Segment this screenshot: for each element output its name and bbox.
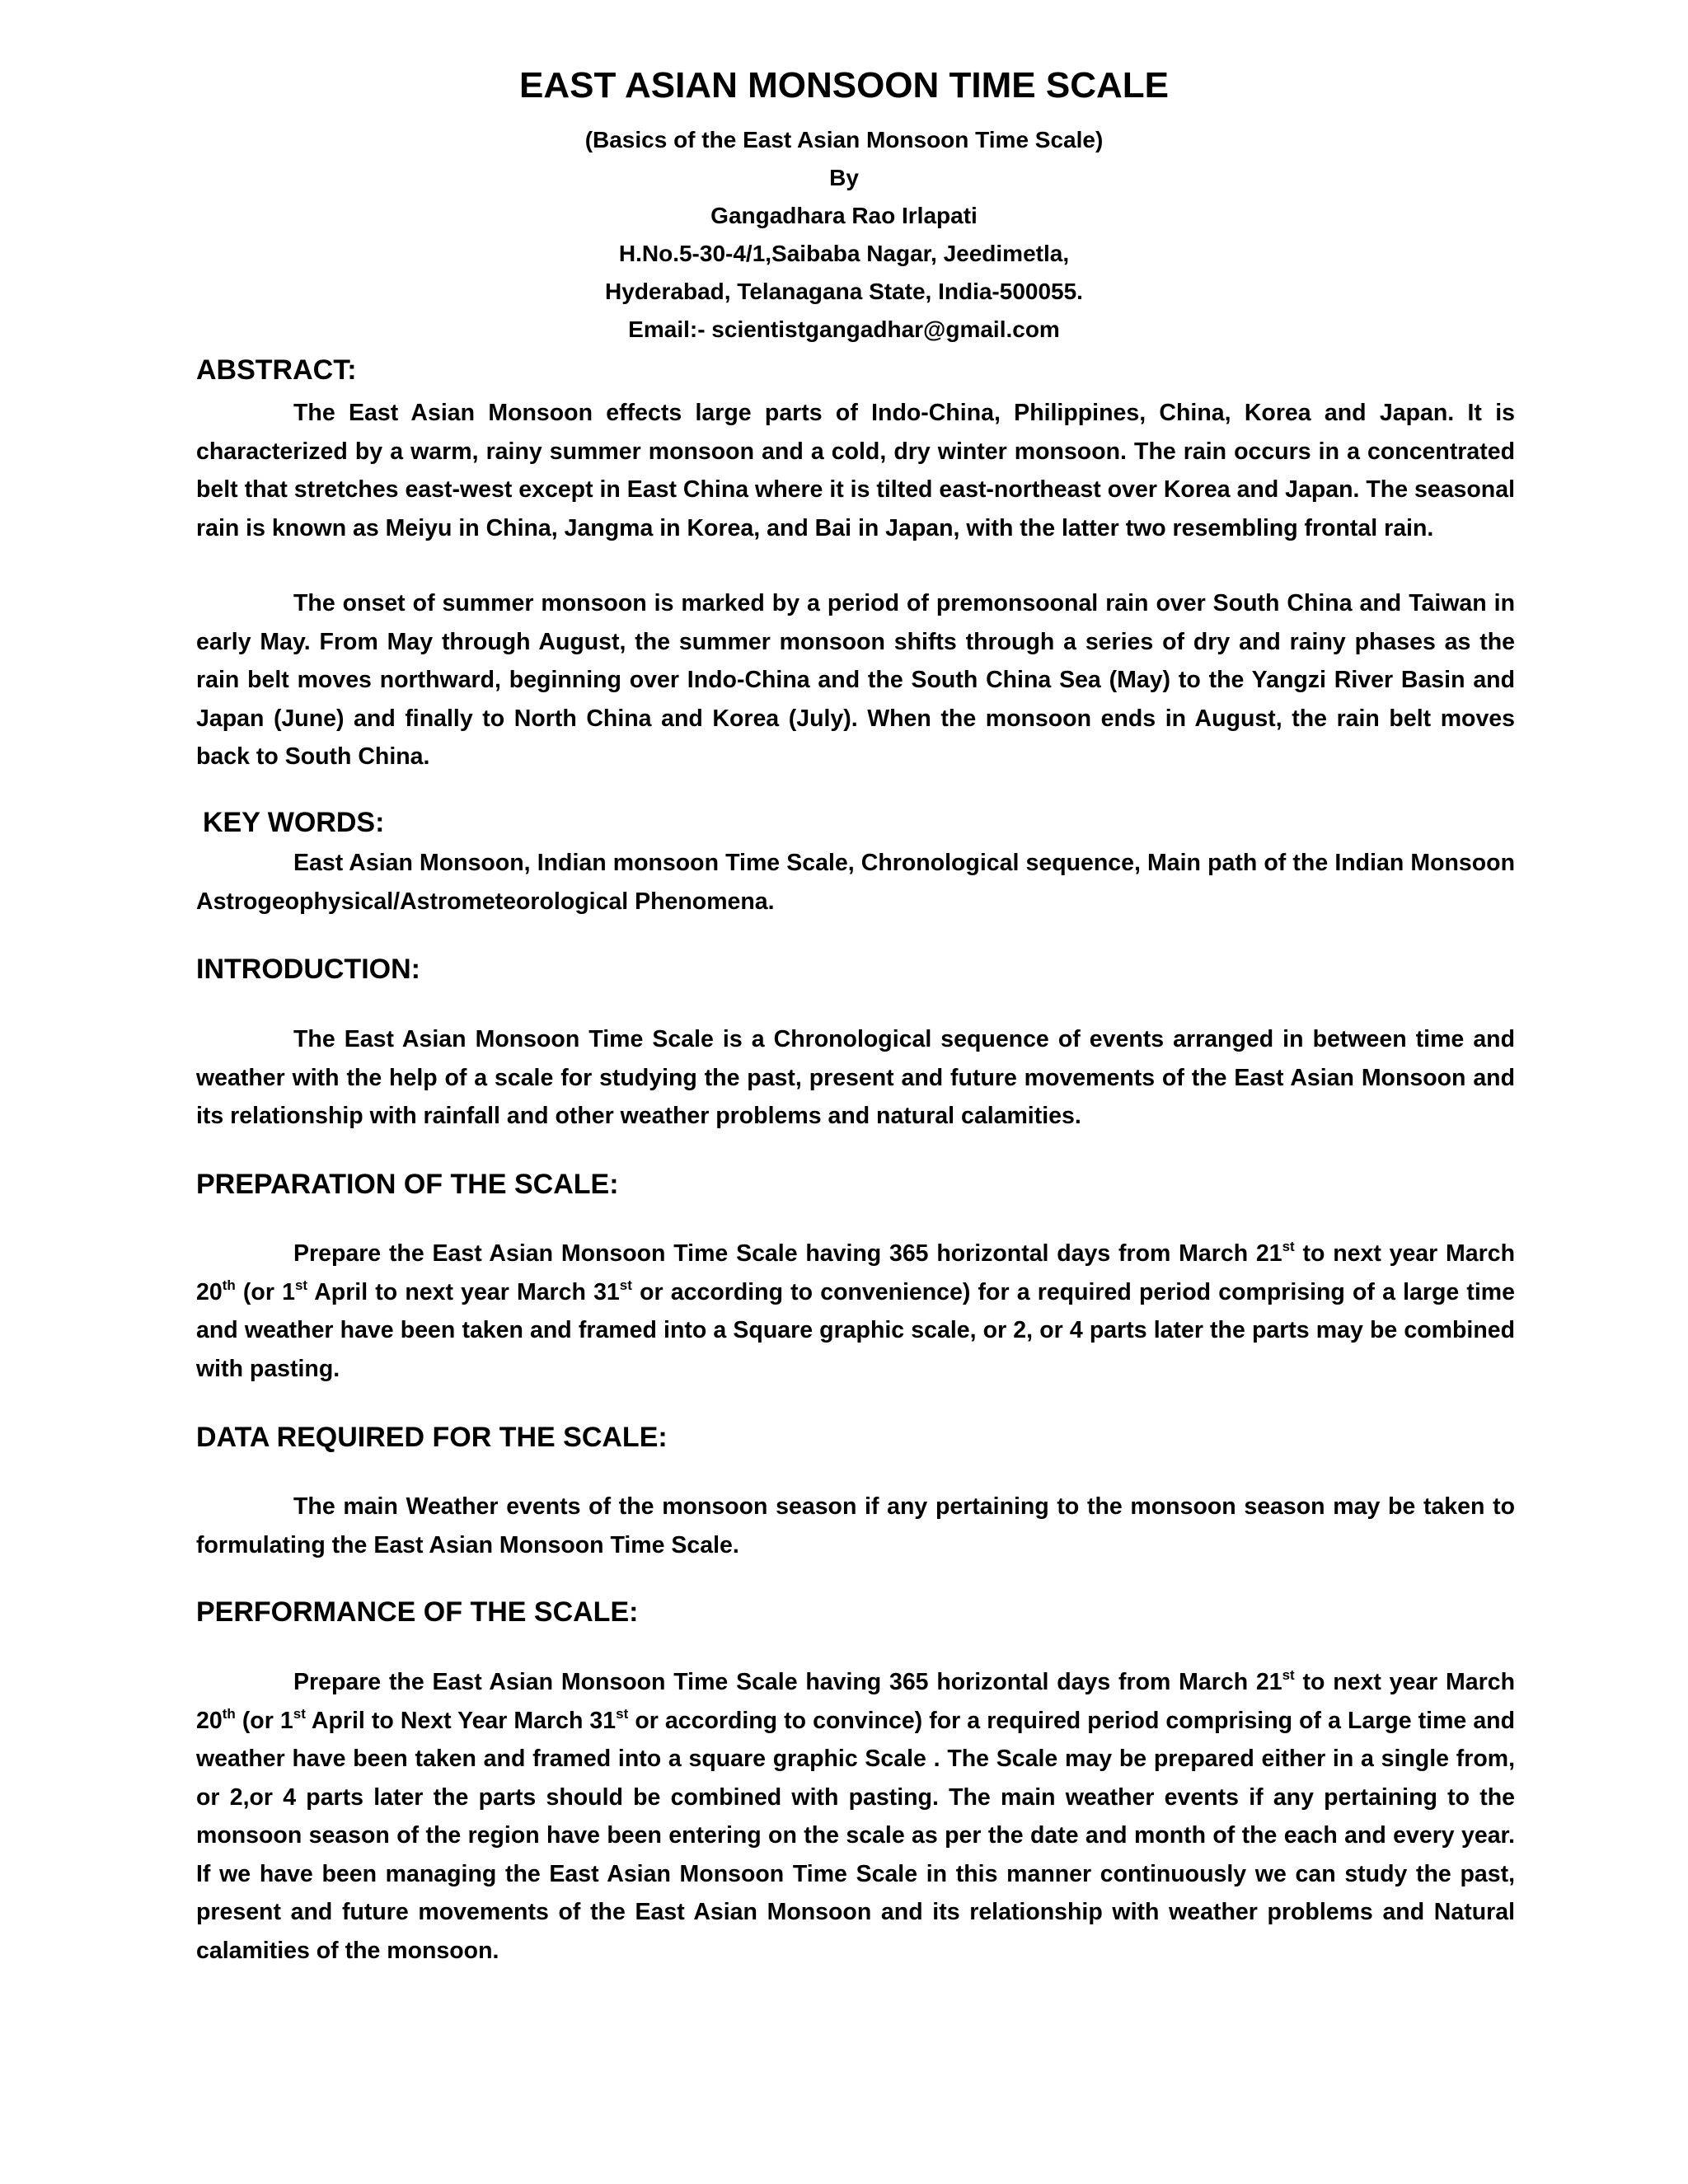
data-required-text: The main Weather events of the monsoon season if any pertaining to the monsoon season may be taken to formulating the East Asian Monsoon Time Scale. xyxy=(196,1493,1515,1558)
introduction-heading: INTRODUCTION: xyxy=(196,954,420,985)
author-name: Gangadhara Rao Irlapati xyxy=(710,203,978,228)
abstract-paragraph-2: The onset of summer monsoon is marked by a period of premonsoonal rain over South China and Taiwan in early May. From May through August, the summer monsoon shifts through a series of dry and rainy phases as the rain belt moves northward, beginning over Indo-China and the South China Sea (May) to the Yangzi River Basin and Japan (June) and finally to North China and Korea (July). When the monsoon ends in August, the rain belt moves back to South China. xyxy=(196,590,1515,770)
author-address-line-1: H.No.5-30-4/1,Saibaba Nagar, Jeedimetla, xyxy=(618,241,1070,266)
document-subtitle: (Basics of the East Asian Monsoon Time Scale) xyxy=(584,127,1104,152)
performance-heading: PERFORMANCE OF THE SCALE: xyxy=(196,1596,639,1628)
author-address-line-2: Hyderabad, Telanagana State, India-500055. xyxy=(605,279,1083,304)
author-email: Email:- scientistgangadhar@gmail.com xyxy=(628,316,1060,342)
keywords-heading: KEY WORDS: xyxy=(203,807,385,838)
preparation-heading: PREPARATION OF THE SCALE: xyxy=(196,1169,619,1200)
keywords-text: East Asian Monsoon, Indian monsoon Time Scale, Chronological sequence, Main path of the Indian Monsoon Astrogeophysical/Astrometeorological Phenomena. xyxy=(196,850,1515,915)
introduction-text: The East Asian Monsoon Time Scale is a Chronological sequence of events arranged in between time and weather with the help of a scale for studying the past, present and future movements of the East Asian Monsoon and its relationship with rainfall and other weather problems and natural calamities. xyxy=(196,1026,1515,1129)
document-title: EAST ASIAN MONSOON TIME SCALE xyxy=(519,65,1169,105)
data-required-heading: DATA REQUIRED FOR THE SCALE: xyxy=(196,1422,668,1453)
by-line: By xyxy=(829,165,859,190)
abstract-heading: ABSTRACT: xyxy=(196,354,357,386)
preparation-text: Prepare the East Asian Monsoon Time Scale having 365 horizontal days from March 21st to next year March 20th (or 1st April to next year March 31st or according to convenience) for a required period comprising of a large time and weather have been taken and framed into a Square graphic scale, or 2, or 4 parts later the parts may be combined with pasting. xyxy=(196,1239,1515,1382)
abstract-paragraph-1: The East Asian Monsoon effects large parts of Indo-China, Philippines, China, Korea and Japan. It is characterized by a warm, rainy summer monsoon and a cold, dry winter monsoon. The rain occurs in a concentrated belt that stretches east-west except in East China where it is tilted east-northeast over Korea and Japan. The seasonal rain is known as Meiyu in China, Jangma in Korea, and Bai in Japan, with the latter two resembling frontal rain. xyxy=(196,400,1515,541)
performance-text: Prepare the East Asian Monsoon Time Scale having 365 horizontal days from March 21st to next year March 20th (or 1st April to Next Year March 31st or according to convince) for a required period comprising of a Large time and weather have been taken and framed into a square graphic Scale . The Scale may be prepared either in a single from, or 2,or 4 parts later the parts should be combined with pasting. The main weather events if any pertaining to the monsoon season of the region have been entering on the scale as per the date and month of the each and every year. If we have been managing the East Asian Monsoon Time Scale in this manner continuously we can study the past, present and future movements of the East Asian Monsoon and its relationship with weather problems and Natural calamities of the monsoon. xyxy=(196,1667,1515,1964)
